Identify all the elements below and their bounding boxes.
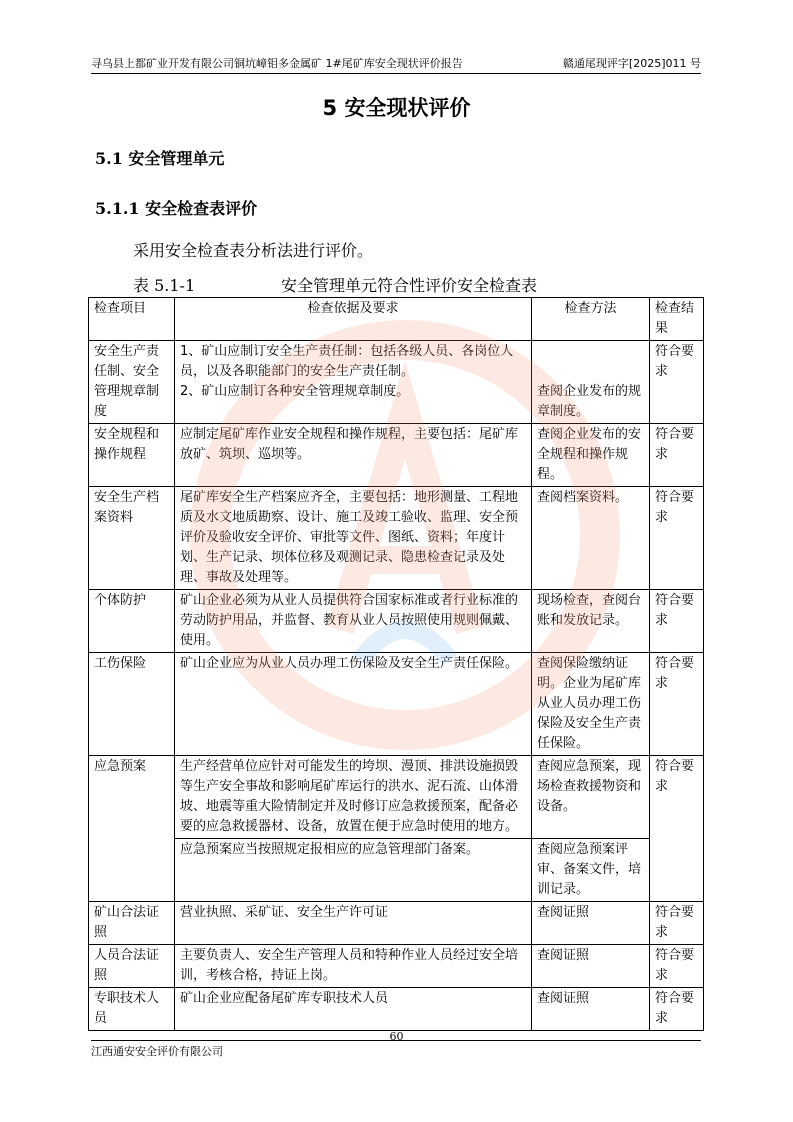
cell-method: 查阅企业发布的规章制度。	[532, 341, 650, 424]
cell-requirement: 应急预案应当按照规定报相应的应急管理部门备案。	[175, 839, 532, 902]
cell-requirement: 营业执照、采矿证、安全生产许可证	[175, 902, 532, 945]
cell-requirement: 矿山企业必须为从业人员提供符合国家标准或者行业标准的劳动防护用品，并监督、教育从业人员按照使用规则佩戴、使用。	[175, 590, 532, 653]
cell-requirement: 尾矿库安全生产档案应齐全，主要包括：地形测量、工程地质及水文地质勘察、设计、施工及竣工验收、监理、安全预评价及验收安全评价、审批等文件、图纸、资料；年度计划、生产记录、坝体位移及观测记录、隐患检查记录及处理、事故及处理等。	[175, 487, 532, 590]
cell-requirement: 生产经营单位应针对可能发生的垮坝、漫顶、排洪设施损毁等生产安全事故和影响尾矿库运行的洪水、泥石流、山体滑坡、地震等重大险情制定并及时修订应急救援预案，配备必要的应急救援器材、设备，放置在便于应急时使用的地方。	[175, 756, 532, 839]
cell-result: 符合要求	[650, 945, 704, 988]
cell-requirement: 主要负责人、安全生产管理人员和特种作业人员经过安全培训，考核合格，持证上岗。	[175, 945, 532, 988]
table-row	[89, 653, 704, 756]
table-row	[89, 988, 704, 1031]
cell-result: 符合要求	[650, 590, 704, 653]
cell-requirement: 矿山企业应配备尾矿库专职技术人员	[175, 988, 532, 1031]
cell-item: 安全生产责任制、安全管理规章制度	[89, 341, 175, 424]
column-header-item: 检查项目	[89, 298, 175, 341]
cell-result: 符合要求	[650, 341, 704, 424]
cell-item: 工伤保险	[89, 653, 175, 756]
cell-method: 查阅档案资料。	[532, 487, 650, 590]
cell-method: 查阅保险缴纳证明。企业为尾矿库从业人员办理工伤保险及安全生产责任保险。	[532, 653, 650, 756]
table-row	[89, 487, 704, 590]
table-row	[89, 839, 704, 902]
cell-result: 符合要求	[650, 988, 704, 1031]
body-paragraph: 采用安全检查表分析法进行评价。	[133, 241, 374, 260]
section-heading: 5.1 安全管理单元	[95, 149, 225, 168]
cell-item: 矿山合法证照	[89, 902, 175, 945]
column-header-method: 检查方法	[532, 298, 650, 341]
cell-method: 现场检查，查阅台账和发放记录。	[532, 590, 650, 653]
cell-item: 应急预案	[89, 756, 175, 902]
column-header-result: 检查结果	[650, 298, 704, 341]
cell-method: 查阅证照	[532, 945, 650, 988]
table-row	[89, 590, 704, 653]
cell-requirement: 应制定尾矿库作业安全规程和操作规程，主要包括：尾矿库放矿、筑坝、巡坝等。	[175, 424, 532, 487]
cell-method: 查阅企业发布的安全规程和操作规程。	[532, 424, 650, 487]
safety-checklist-table	[88, 297, 704, 1031]
cell-method: 查阅证照	[532, 988, 650, 1031]
table-row	[89, 756, 704, 839]
cell-item: 人员合法证照	[89, 945, 175, 988]
page-number: 60	[389, 1030, 404, 1043]
cell-item: 个体防护	[89, 590, 175, 653]
subsection-heading: 5.1.1 安全检查表评价	[95, 199, 258, 218]
chapter-title: 5 安全现状评价	[322, 96, 471, 120]
cell-result: 符合要求	[650, 424, 704, 487]
page-footer: 江西通安安全评价有限公司	[91, 1040, 701, 1059]
column-header-requirement: 检查依据及要求	[175, 298, 532, 341]
cell-result: 符合要求	[650, 653, 704, 756]
cell-method: 查阅应急预案，现场检查救援物资和设备。	[532, 756, 650, 839]
cell-method: 查阅应急预案评审、备案文件，培训记录。	[532, 839, 650, 902]
table-row	[89, 902, 704, 945]
table-header-row	[89, 298, 704, 341]
cell-requirement: 1、矿山应制订安全生产责任制：包括各级人员、各岗位人员，以及各职能部门的安全生产责任制。 2、矿山应制订各种安全管理规章制度。	[175, 341, 532, 424]
cell-result: 符合要求	[650, 756, 704, 902]
table-caption	[133, 273, 537, 296]
table-row	[89, 341, 704, 424]
cell-result: 符合要求	[650, 902, 704, 945]
header-report-number: 赣通尾现评字[2025]011 号	[562, 57, 701, 70]
cell-item: 安全生产档案资料	[89, 487, 175, 590]
cell-result: 符合要求	[650, 487, 704, 590]
table-caption-number: 表 5.1-1	[133, 276, 196, 295]
page-header	[91, 55, 701, 74]
cell-item: 专职技术人员	[89, 988, 175, 1031]
header-report-title: 寻乌县上都矿业开发有限公司铜坑嶂钼多金属矿 1#尾矿库安全现状评价报告	[91, 57, 463, 70]
table-row	[89, 424, 704, 487]
table-row	[89, 945, 704, 988]
cell-item: 安全规程和操作规程	[89, 424, 175, 487]
cell-requirement: 矿山企业应为从业人员办理工伤保险及安全生产责任保险。	[175, 653, 532, 756]
table-caption-title: 安全管理单元符合性评价安全检查表	[281, 276, 538, 295]
cell-method: 查阅证照	[532, 902, 650, 945]
